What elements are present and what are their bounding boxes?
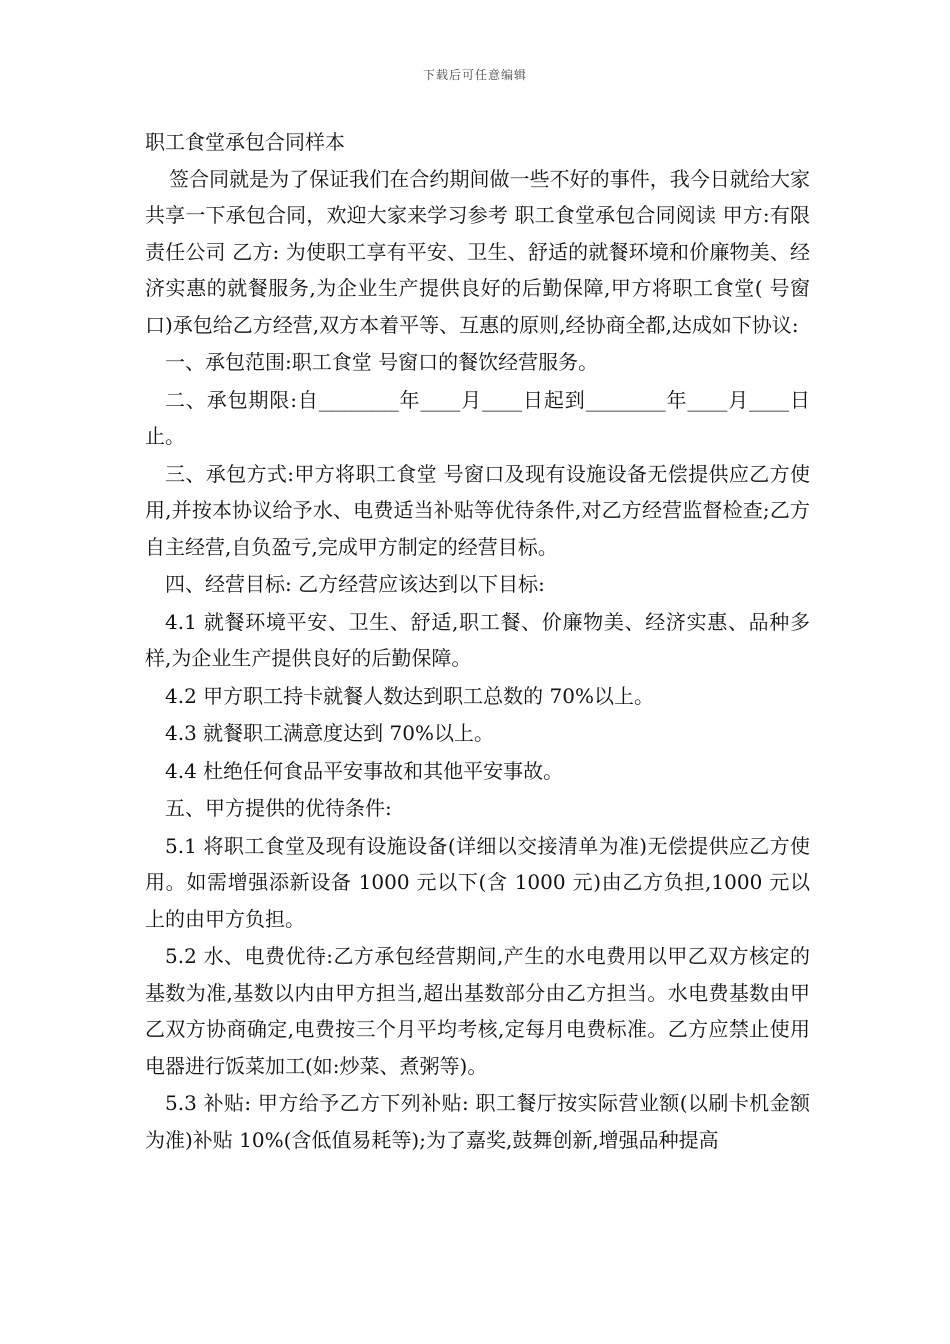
paragraph-conditions: 五、甲方提供的优待条件: [165,796,392,820]
paragraph-goal-4-3: 4.3 就餐职工满意度达到 70%以上。 [165,721,494,745]
page-header: 下载后可任意编辑 [422,68,527,82]
paragraph-condition-5-1: 5.1 将职工食堂及现有设施设备(详细以交接清单为准)无偿提供应乙方使用。如需增强添新设备 1000 元以下(含 1000 元)由乙方负担,1000 元以上的由甲方负担。 [145,833,810,931]
paragraph-goal-4-4: 4.4 杜绝任何食品平安事故和其他平安事故。 [165,758,564,783]
paragraph-scope: 一、承包范围:职工食堂 号窗口的餐饮经营服务。 [165,350,599,374]
paragraph-goal-4-1: 4.1 就餐环境平安、卫生、舒适,职工餐、价廉物美、经济实惠、品种多样,为企业生产提供良好的后勤保障。 [145,609,810,670]
paragraph-term: 二、承包期限:自________年____月____日起到________年____月____日止。 [145,387,810,448]
paragraph-intro: 签合同就是为了保证我们在合约期间做一些不好的事件，我今日就给大家共享一下承包合同，欢迎大家来学习参考 职工食堂承包合同阅读 甲方:有限责任公司 乙方: 为使职工享有平安、卫生、舒适的就餐环境和价廉物美、经济实惠的就餐服务,为企业生产提供良好的后勤保障,甲方将职工食堂( 号窗口)承包给乙方经营,双方本着平等、互惠的原则,经协商全都,达成如下协议: [145,166,810,337]
paragraph-condition-5-3: 5.3 补贴: 甲方给予乙方下列补贴: 职工餐厅按实际营业额(以刷卡机金额为准)补贴 10%(含低值易耗等);为了嘉奖,鼓舞创新,增强品种提高 [145,1091,810,1152]
paragraph-condition-5-2: 5.2 水、电费优待:乙方承包经营期间,产生的水电费用以甲乙双方核定的基数为准,基数以内由甲方担当,超出基数部分由乙方担当。水电费基数由甲乙双方协商确定,电费按三个月平均考核,定每月电费标准。乙方应禁止使用电器进行饭菜加工(如:炒菜、煮粥等)。 [145,944,810,1078]
paragraph-method: 三、承包方式:甲方将职工食堂 号窗口及现有设施设备无偿提供应乙方使用,并按本协议给予水、电费适当补贴等优待条件,对乙方经营监督检查;乙方自主经营,自负盈亏,完成甲方制定的经营目标。 [145,461,810,559]
paragraph-goal-4-2: 4.2 甲方职工持卡就餐人数达到职工总数的 70%以上。 [165,683,654,708]
document-body [145,124,810,1158]
document-title: 职工食堂承包合同样本 [145,130,345,154]
paragraph-goals: 四、经营目标: 乙方经营应该达到以下目标: [165,572,545,596]
